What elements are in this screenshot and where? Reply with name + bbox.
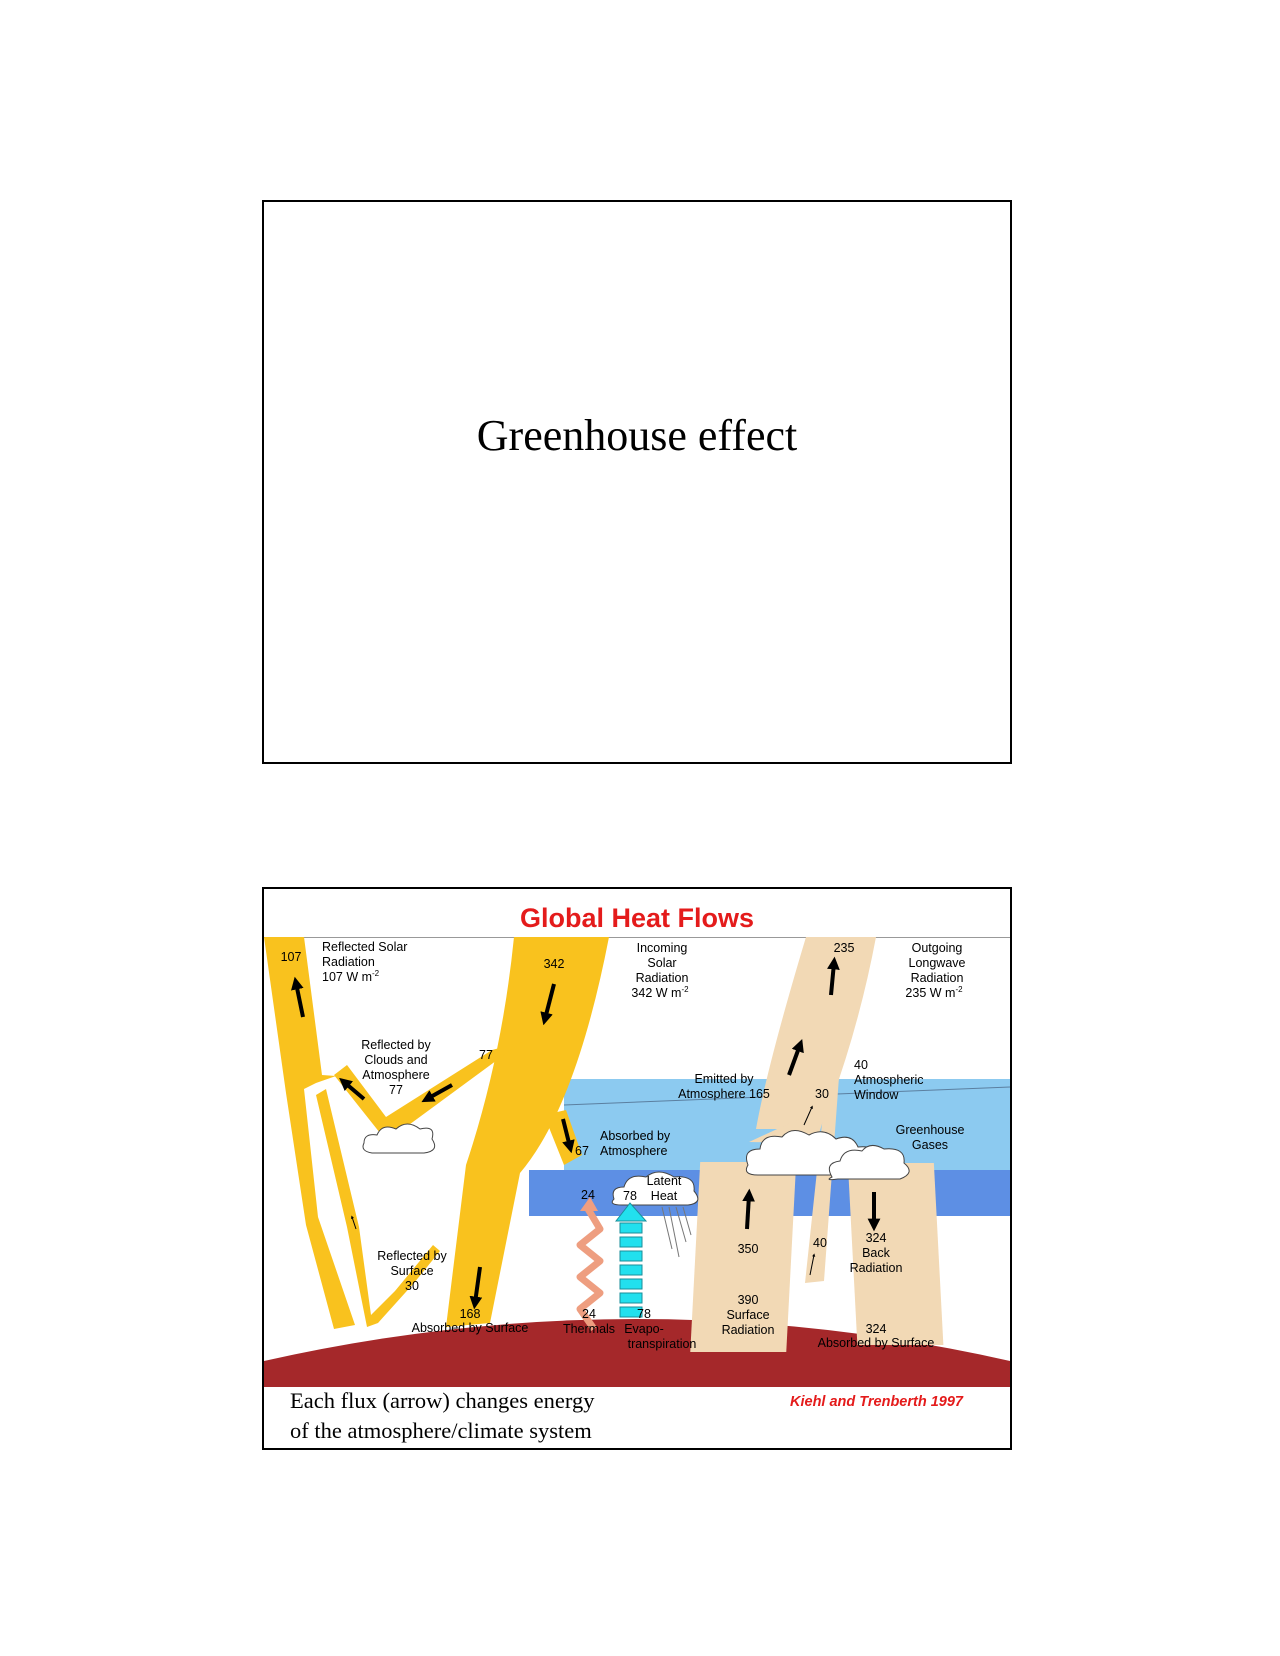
label-reflected-surface-3: 30 [405, 1279, 419, 1293]
evapotranspiration-arrow [616, 1203, 646, 1317]
label-surface-radiation-3: Radiation [721, 1323, 775, 1337]
label-surface-radiation-2: Surface [726, 1308, 770, 1322]
value-107: 107 [280, 950, 302, 964]
slide-title: Greenhouse effect [476, 411, 798, 460]
label-evapo-1: 78 [637, 1307, 651, 1321]
value-342: 342 [543, 957, 565, 971]
value-40: 40 [813, 1236, 827, 1250]
label-surface-radiation-1: 390 [737, 1293, 759, 1307]
label-emitted-2: Atmosphere 165 [678, 1087, 770, 1101]
label-window-1: 40 [854, 1058, 868, 1072]
value-67: 67 [575, 1144, 589, 1158]
label-back-radiation-3: Radiation [849, 1261, 903, 1275]
label-reflected-surface-1: Reflected by [377, 1249, 447, 1263]
label-greenhouse-2: Gases [911, 1138, 949, 1152]
label-absorbed-atmos-1: Absorbed by [600, 1129, 671, 1143]
caption-line-1: Each flux (arrow) changes energy [290, 1388, 595, 1413]
label-back-radiation-2: Back [862, 1246, 890, 1260]
label-thermals-2: Thermals [562, 1322, 616, 1336]
heat-flow-diagram [264, 937, 1010, 1387]
label-latent-2: Heat [650, 1189, 678, 1203]
label-absorbed-surface-left: Absorbed by Surface [411, 1321, 529, 1335]
caption [290, 1386, 594, 1446]
diagram-title: Global Heat Flows [519, 903, 755, 933]
label-thermals-1: 24 [582, 1307, 596, 1321]
value-350: 350 [737, 1242, 759, 1256]
label-evapo-2: Evapo- [624, 1322, 664, 1336]
cloud-left [363, 1124, 435, 1153]
label-reflected-clouds-4: 77 [389, 1083, 403, 1097]
arrow-350-up [747, 1195, 749, 1229]
label-incoming-3: Radiation [635, 971, 689, 985]
label-reflected-clouds-3: Atmosphere [362, 1068, 430, 1082]
title-slide [262, 200, 1012, 764]
label-reflected-solar-2: Radiation [322, 955, 375, 969]
label-absorbed-surface-right-1: 324 [865, 1322, 887, 1336]
label-window-2: Atmospheric [854, 1073, 924, 1087]
heat-flow-slide [262, 887, 1012, 1450]
value-78-top: 78 [623, 1189, 637, 1203]
label-outgoing-2: Longwave [908, 956, 966, 970]
value-77: 77 [479, 1048, 493, 1062]
value-168: 168 [459, 1307, 481, 1321]
label-outgoing-4: 235 W $m^{-2}$ [905, 985, 963, 1000]
label-emitted-1: Emitted by [694, 1072, 754, 1086]
source-credit: Kiehl and Trenberth 1997 [790, 1394, 963, 1410]
label-back-radiation-1: 324 [865, 1231, 887, 1245]
value-235: 235 [833, 941, 855, 955]
label-window-3: Window [854, 1088, 899, 1102]
caption-line-2: of the atmosphere/climate system [290, 1418, 592, 1443]
label-absorbed-atmos-2: Atmosphere [600, 1144, 668, 1158]
reflected-solar-arrow [264, 937, 355, 1329]
value-30: 30 [815, 1087, 829, 1101]
label-evapo-3: transpiration [627, 1337, 697, 1351]
label-incoming-1: Incoming [636, 941, 688, 955]
label-greenhouse-1: Greenhouse [895, 1123, 965, 1137]
label-latent-1: Latent [646, 1174, 682, 1188]
label-incoming-4: 342 W $m^{-2}$ [631, 985, 689, 1000]
label-absorbed-surface-right-2: Absorbed by Surface [817, 1336, 935, 1350]
label-outgoing-1: Outgoing [911, 941, 963, 955]
label-reflected-solar-1: Reflected Solar [322, 940, 408, 954]
label-reflected-surface-2: Surface [390, 1264, 434, 1278]
value-24-top: 24 [581, 1188, 595, 1202]
label-reflected-solar-3: 107 W $m^{-2}$ [322, 969, 380, 984]
label-reflected-clouds-2: Clouds and [364, 1053, 428, 1067]
label-reflected-clouds-1: Reflected by [361, 1038, 431, 1052]
label-outgoing-3: Radiation [910, 971, 964, 985]
label-incoming-2: Solar [647, 956, 677, 970]
